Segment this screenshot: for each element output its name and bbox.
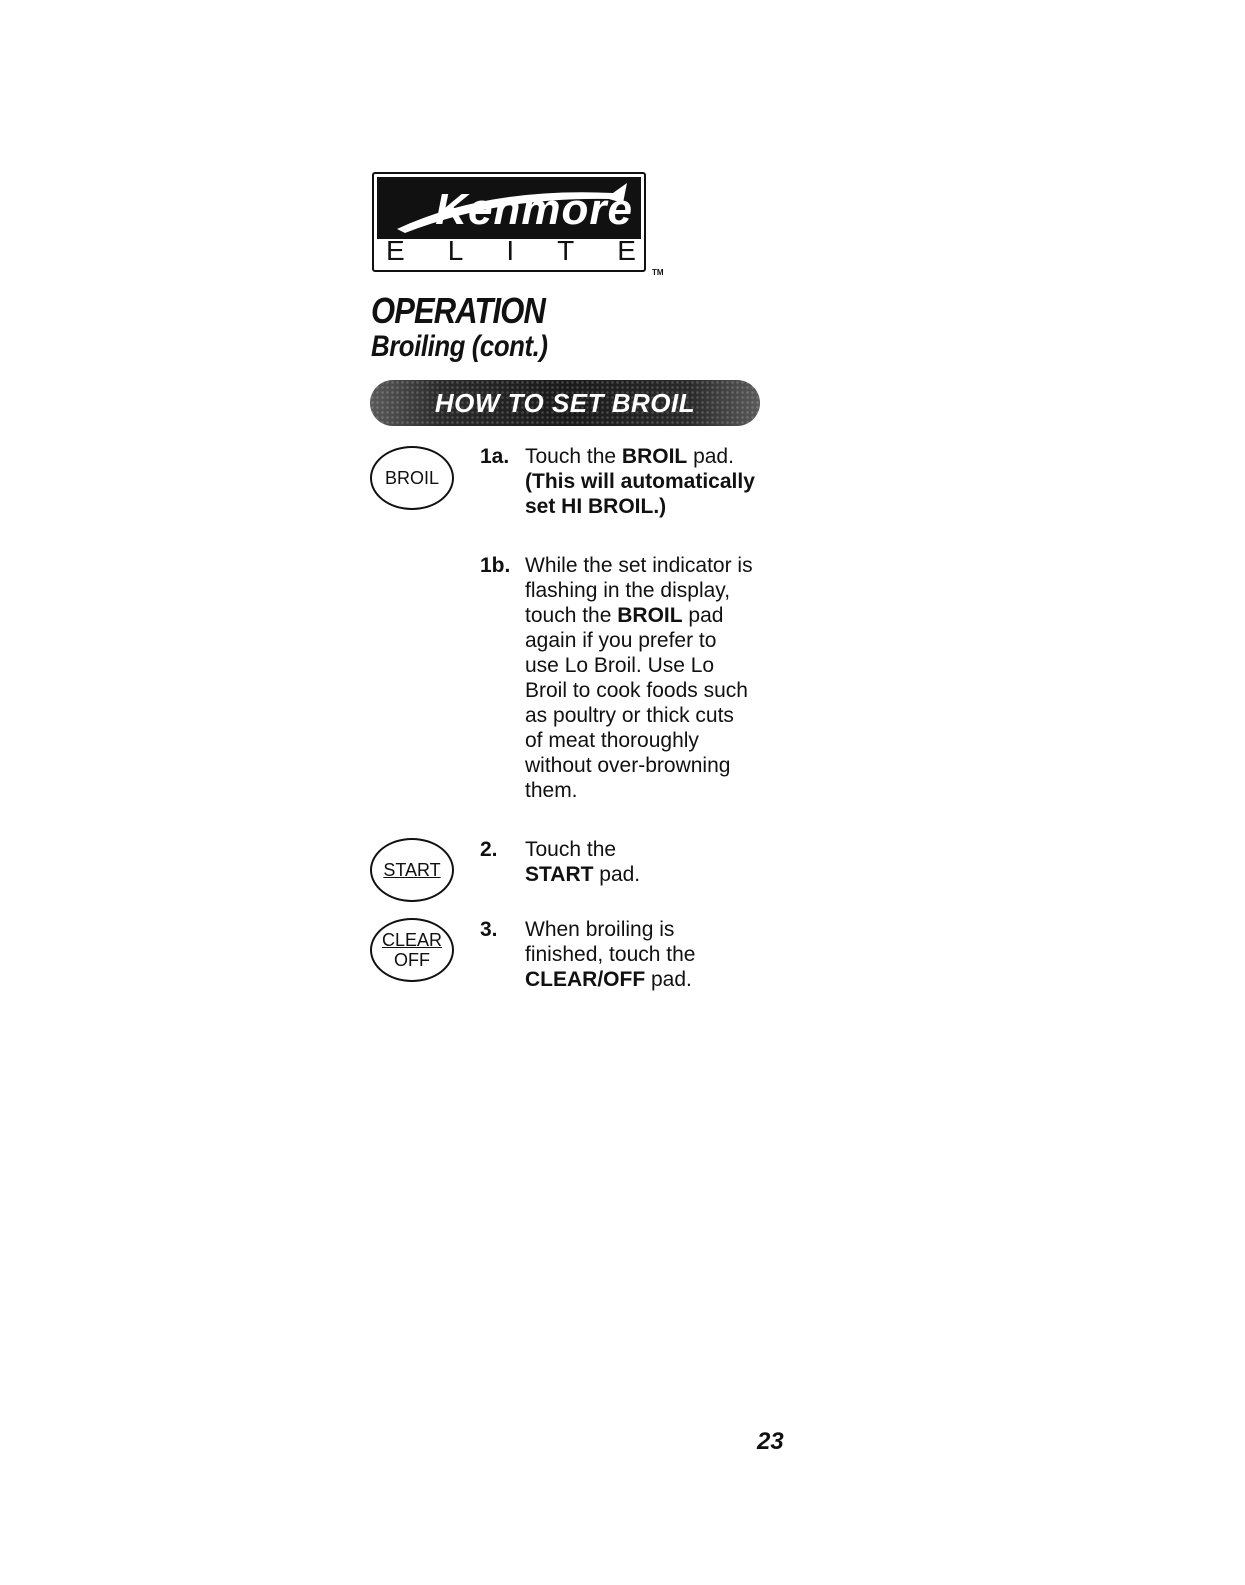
step-text-part: pad. xyxy=(687,445,734,468)
trademark-mark: TM xyxy=(652,268,664,277)
kenmore-elite-logo xyxy=(372,172,646,272)
step-bold-note: (This will automatically set HI BROIL.) xyxy=(525,470,755,518)
banner-text: HOW TO SET BROIL xyxy=(434,387,696,418)
step-text-part: pad. xyxy=(593,863,641,886)
step-text xyxy=(525,917,755,992)
step-number: 1b. xyxy=(480,554,511,577)
how-to-banner xyxy=(370,380,760,426)
section-subtitle: Broiling (cont.) xyxy=(371,330,548,363)
broil-pad-label: BROIL xyxy=(384,468,440,488)
off-pad-label: OFF xyxy=(394,950,430,970)
clear-off-pad-icon xyxy=(370,918,454,982)
step-bold-term: BROIL xyxy=(621,445,688,468)
step-text xyxy=(525,553,755,803)
logo-letter: I xyxy=(506,235,515,266)
logo-brand-block xyxy=(377,177,641,239)
step-text xyxy=(525,837,755,887)
start-pad-label: START xyxy=(383,860,441,880)
logo-letter: T xyxy=(557,235,575,266)
logo-letter: L xyxy=(447,235,464,266)
start-pad-icon xyxy=(370,838,454,902)
step-text-part: When broiling is finished, touch the xyxy=(525,918,696,966)
step-bold-term: START xyxy=(525,863,594,886)
step-bold-term: BROIL xyxy=(617,604,683,627)
step-number: 3. xyxy=(480,918,498,941)
step-text xyxy=(525,444,755,519)
step-text-part: pad. xyxy=(645,968,692,991)
logo-letter: E xyxy=(386,235,405,266)
step-number: 2. xyxy=(480,838,498,861)
broil-pad-icon xyxy=(370,446,454,510)
step-text-part: pad again if you prefer to use Lo Broil. Use Lo Broil to cook foods such as poultry or thick cuts of meat thoroughly without over-browning them. xyxy=(525,604,748,802)
step-text-part: While the set indicator is flashing in the display, touch the xyxy=(525,554,753,627)
section-title: OPERATION xyxy=(371,290,546,331)
page-number: 23 xyxy=(757,1428,784,1455)
step-text-part: Touch the xyxy=(525,445,622,468)
logo-letter: E xyxy=(617,235,636,266)
step-number: 1a. xyxy=(480,445,510,468)
step-text-part: Touch the xyxy=(525,838,617,861)
clear-pad-label: CLEAR xyxy=(381,930,443,950)
logo-sub-text xyxy=(386,236,636,266)
logo-brand-text: Kenmore xyxy=(435,185,633,234)
step-bold-term: CLEAR/OFF xyxy=(525,968,646,991)
